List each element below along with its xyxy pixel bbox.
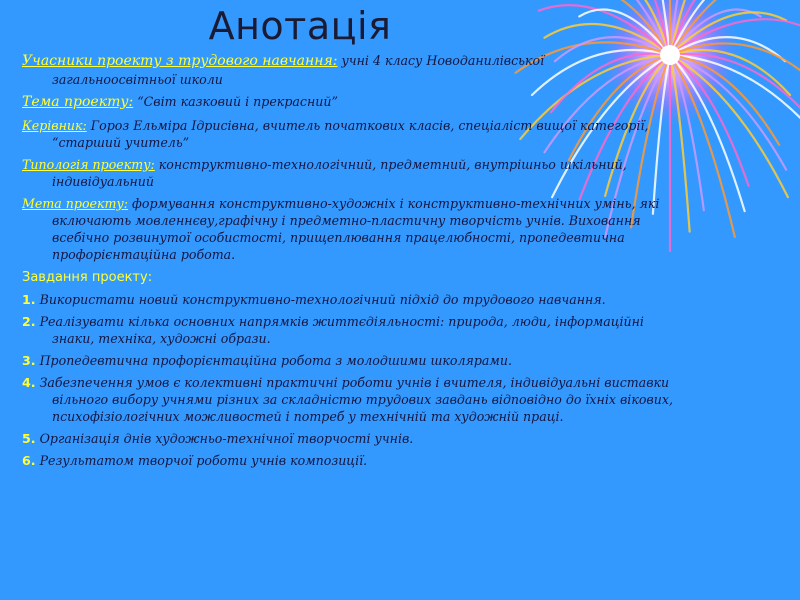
paragraph-continuation: індивідуальний <box>52 173 154 189</box>
task-text: Пропедевтична профорієнтаційна робота з молодшими школярами. <box>35 353 512 369</box>
paragraph-text: конструктивно-технологічний, предметний, внутрішньо шкільний, <box>154 156 627 172</box>
paragraph-label: Учасники проекту з трудового навчання: <box>22 53 338 69</box>
paragraph-text: учні 4 класу Новоданилівської <box>337 53 545 68</box>
task-continuation: психофізіологічних можливостей і потреб у технічній та художній праці. <box>52 409 564 425</box>
task-item <box>22 452 787 469</box>
task-item <box>22 430 787 447</box>
paragraph-continuation: всебічно розвинутої особистості, прищеплювання працелюбності, пропедевтична <box>52 229 625 245</box>
paragraph-label: Тема проекту: <box>22 93 134 110</box>
annotation-body <box>22 52 787 474</box>
annotation-paragraph <box>22 117 787 151</box>
task-text: Результатом творчої роботи учнів композиції. <box>35 453 368 469</box>
task-continuation: знаки, техніка, художні образи. <box>52 331 271 347</box>
annotation-paragraph <box>22 195 787 263</box>
task-text: Організація днів художньо-технічної творчості учнів. <box>35 431 414 447</box>
paragraph-continuation: включають мовленнєву,графічну і предметно-пластичну творчість учнів. Виховання <box>52 212 641 228</box>
paragraph-continuation: “старший учитель” <box>52 134 190 150</box>
task-number: 6. <box>22 453 36 469</box>
task-item <box>22 352 787 369</box>
task-number: 4. <box>22 375 36 391</box>
paragraph-continuation: профорієнтаційна робота. <box>52 246 236 262</box>
task-text: Реалізувати кілька основних напрямків життєдіяльності: природа, люди, інформаційні <box>35 314 644 330</box>
task-number: 5. <box>22 431 36 447</box>
paragraph-continuation: загальноосвітньої школи <box>52 71 223 87</box>
paragraph-label: Мета проекту: <box>22 195 129 211</box>
annotation-paragraph <box>22 52 787 88</box>
paragraph-text: Гороз Ельміра Ідрисівна, вчитель початкових класів, спеціаліст вищої категорії, <box>86 117 649 133</box>
paragraph-label: Керівник: <box>22 117 87 133</box>
task-number: 1. <box>22 292 36 308</box>
task-continuation: вільного вибору учнями різних за складністю трудових завдань відповідно до їхніх вікових, <box>52 392 673 408</box>
task-item <box>22 291 787 308</box>
task-text: Використати новий конструктивно-технологічний підхід до трудового навчання. <box>35 292 606 308</box>
task-text: Забезпечення умов є колективні практичні роботи учнів і вчителя, індивідуальні виставки <box>35 375 670 391</box>
paragraph-label: Типологія проекту: <box>22 156 155 172</box>
annotation-paragraph <box>22 156 787 190</box>
task-item <box>22 313 787 347</box>
paragraph-text: формування конструктивно-художніх і конструктивно-технічних умінь, які <box>128 195 660 211</box>
annotation-paragraph <box>22 93 787 112</box>
paragraph-text: “Світ казковий і прекрасний” <box>133 93 338 109</box>
task-number: 3. <box>22 353 36 369</box>
tasks-label: Завдання проекту: <box>22 269 153 285</box>
task-item <box>22 374 787 425</box>
tasks-heading <box>22 268 787 287</box>
task-number: 2. <box>22 314 36 330</box>
page-title: Анотація <box>208 4 392 48</box>
